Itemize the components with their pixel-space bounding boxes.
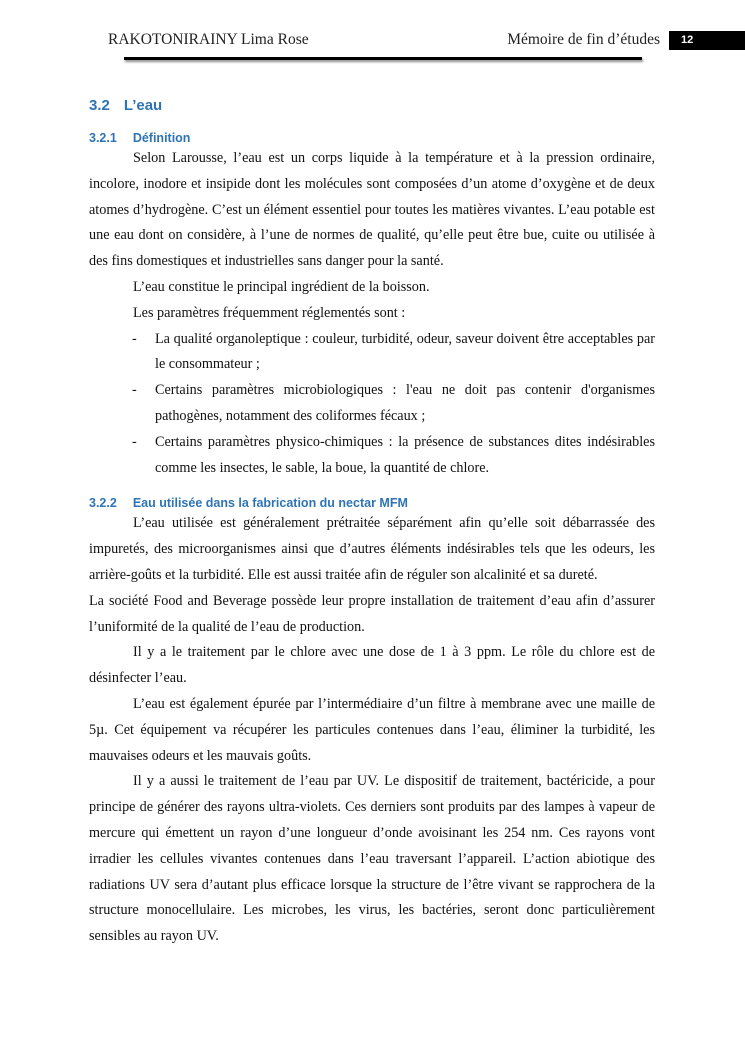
paragraph: L’eau est également épurée par l’intermédiaire d’un filtre à membrane avec une maille de 5µ. Cet équipement va récupérer les particules contenues dans l’eau, éliminer la turbidité, les mauvaises odeurs et les mauvais goûts. <box>89 695 655 764</box>
bullet-marker: - <box>132 330 137 347</box>
subsection-number: 3.2.2 <box>89 496 117 511</box>
page-number-badge: 12 <box>669 31 745 50</box>
list-item-text: Certains paramètres microbiologiques : l'eau ne doit pas contenir d'organismes pathogènes, notamment des coliformes fécaux ; <box>155 382 655 424</box>
list-item-text: Certains paramètres physico-chimiques : la présence de substances dites indésirables comme les insectes, le sable, la boue, la quantité de chlore. <box>155 433 655 476</box>
header-divider <box>124 57 642 60</box>
list-item <box>132 430 655 482</box>
subsection-title: Définition <box>132 131 191 145</box>
bullet-marker: - <box>132 382 137 399</box>
section-heading <box>89 95 655 117</box>
list-item <box>132 327 655 379</box>
subsection-heading-definition <box>89 130 655 146</box>
paragraph: Il y a aussi le traitement de l’eau par UV. Le dispositif de traitement, bactéricide, a pour principe de générer des rayons ultra-violets. Ces derniers sont produits par des lampes à vapeur de mercure qui émettent un rayon d’une longueur d’onde avoisinant les 254 nm. Ces rayons vont irradier les cellules vivantes contenues dans l’eau traversant l’appareil. L’action abiotique des radiations UV sera d’autant plus efficace lorsque la structure de l’être vivant se rapprochera de la structure monocellulaire. Les microbes, les virus, les bactéries, seront donc particulièrement sensibles au rayon UV. <box>89 773 655 945</box>
document-body <box>89 95 655 950</box>
subsection-heading-water-usage <box>89 495 655 511</box>
list-item-text: La qualité organoleptique : couleur, turbidité, odeur, saveur doivent être acceptables par le consommateur ; <box>155 330 655 373</box>
parameters-list <box>89 327 655 482</box>
paragraph: L’eau constitue le principal ingrédient de la boisson. <box>133 278 430 295</box>
section-title: L’eau <box>123 97 163 114</box>
header-document-title: Mémoire de fin d’études <box>507 31 660 48</box>
paragraph: Les paramètres fréquemment réglementés sont : <box>133 304 406 321</box>
subsection-number: 3.2.1 <box>89 131 117 145</box>
paragraph: La société Food and Beverage possède leur propre installation de traitement d’eau afin d’assurer l’uniformité de la qualité de l’eau de production. <box>89 592 655 635</box>
bullet-marker: - <box>132 433 137 450</box>
section-number: 3.2 <box>89 97 110 114</box>
header-author: RAKOTONIRAINY Lima Rose <box>108 31 309 48</box>
paragraph: L’eau utilisée est généralement prétraitée séparément afin qu’elle soit débarrassée des impuretés, des microorganismes ainsi que d’autres éléments indésirables tels que les odeurs, les arrière-goûts et la turbidité. Elle est aussi traitée afin de réguler son alcalinité et sa dureté. <box>89 515 655 583</box>
paragraph: Il y a le traitement par le chlore avec une dose de 1 à 3 ppm. Le rôle du chlore est de désinfecter l’eau. <box>89 644 655 687</box>
list-item <box>132 378 655 430</box>
paragraph: Selon Larousse, l’eau est un corps liquide à la température et à la pression ordinaire, incolore, inodore et insipide dont les molécules sont composées d’un atome d’oxygène et de deux atomes d’hydrogène. C’est un élément essentiel pour toutes les matières vivantes. L’eau potable est une eau dont on considère, à l’une de normes de qualité, qu’elle peut être bue, cuite ou utilisée à des fins domestiques et industrielles sans danger pour la santé. <box>89 150 655 270</box>
subsection-title: Eau utilisée dans la fabrication du nectar MFM <box>132 496 408 511</box>
